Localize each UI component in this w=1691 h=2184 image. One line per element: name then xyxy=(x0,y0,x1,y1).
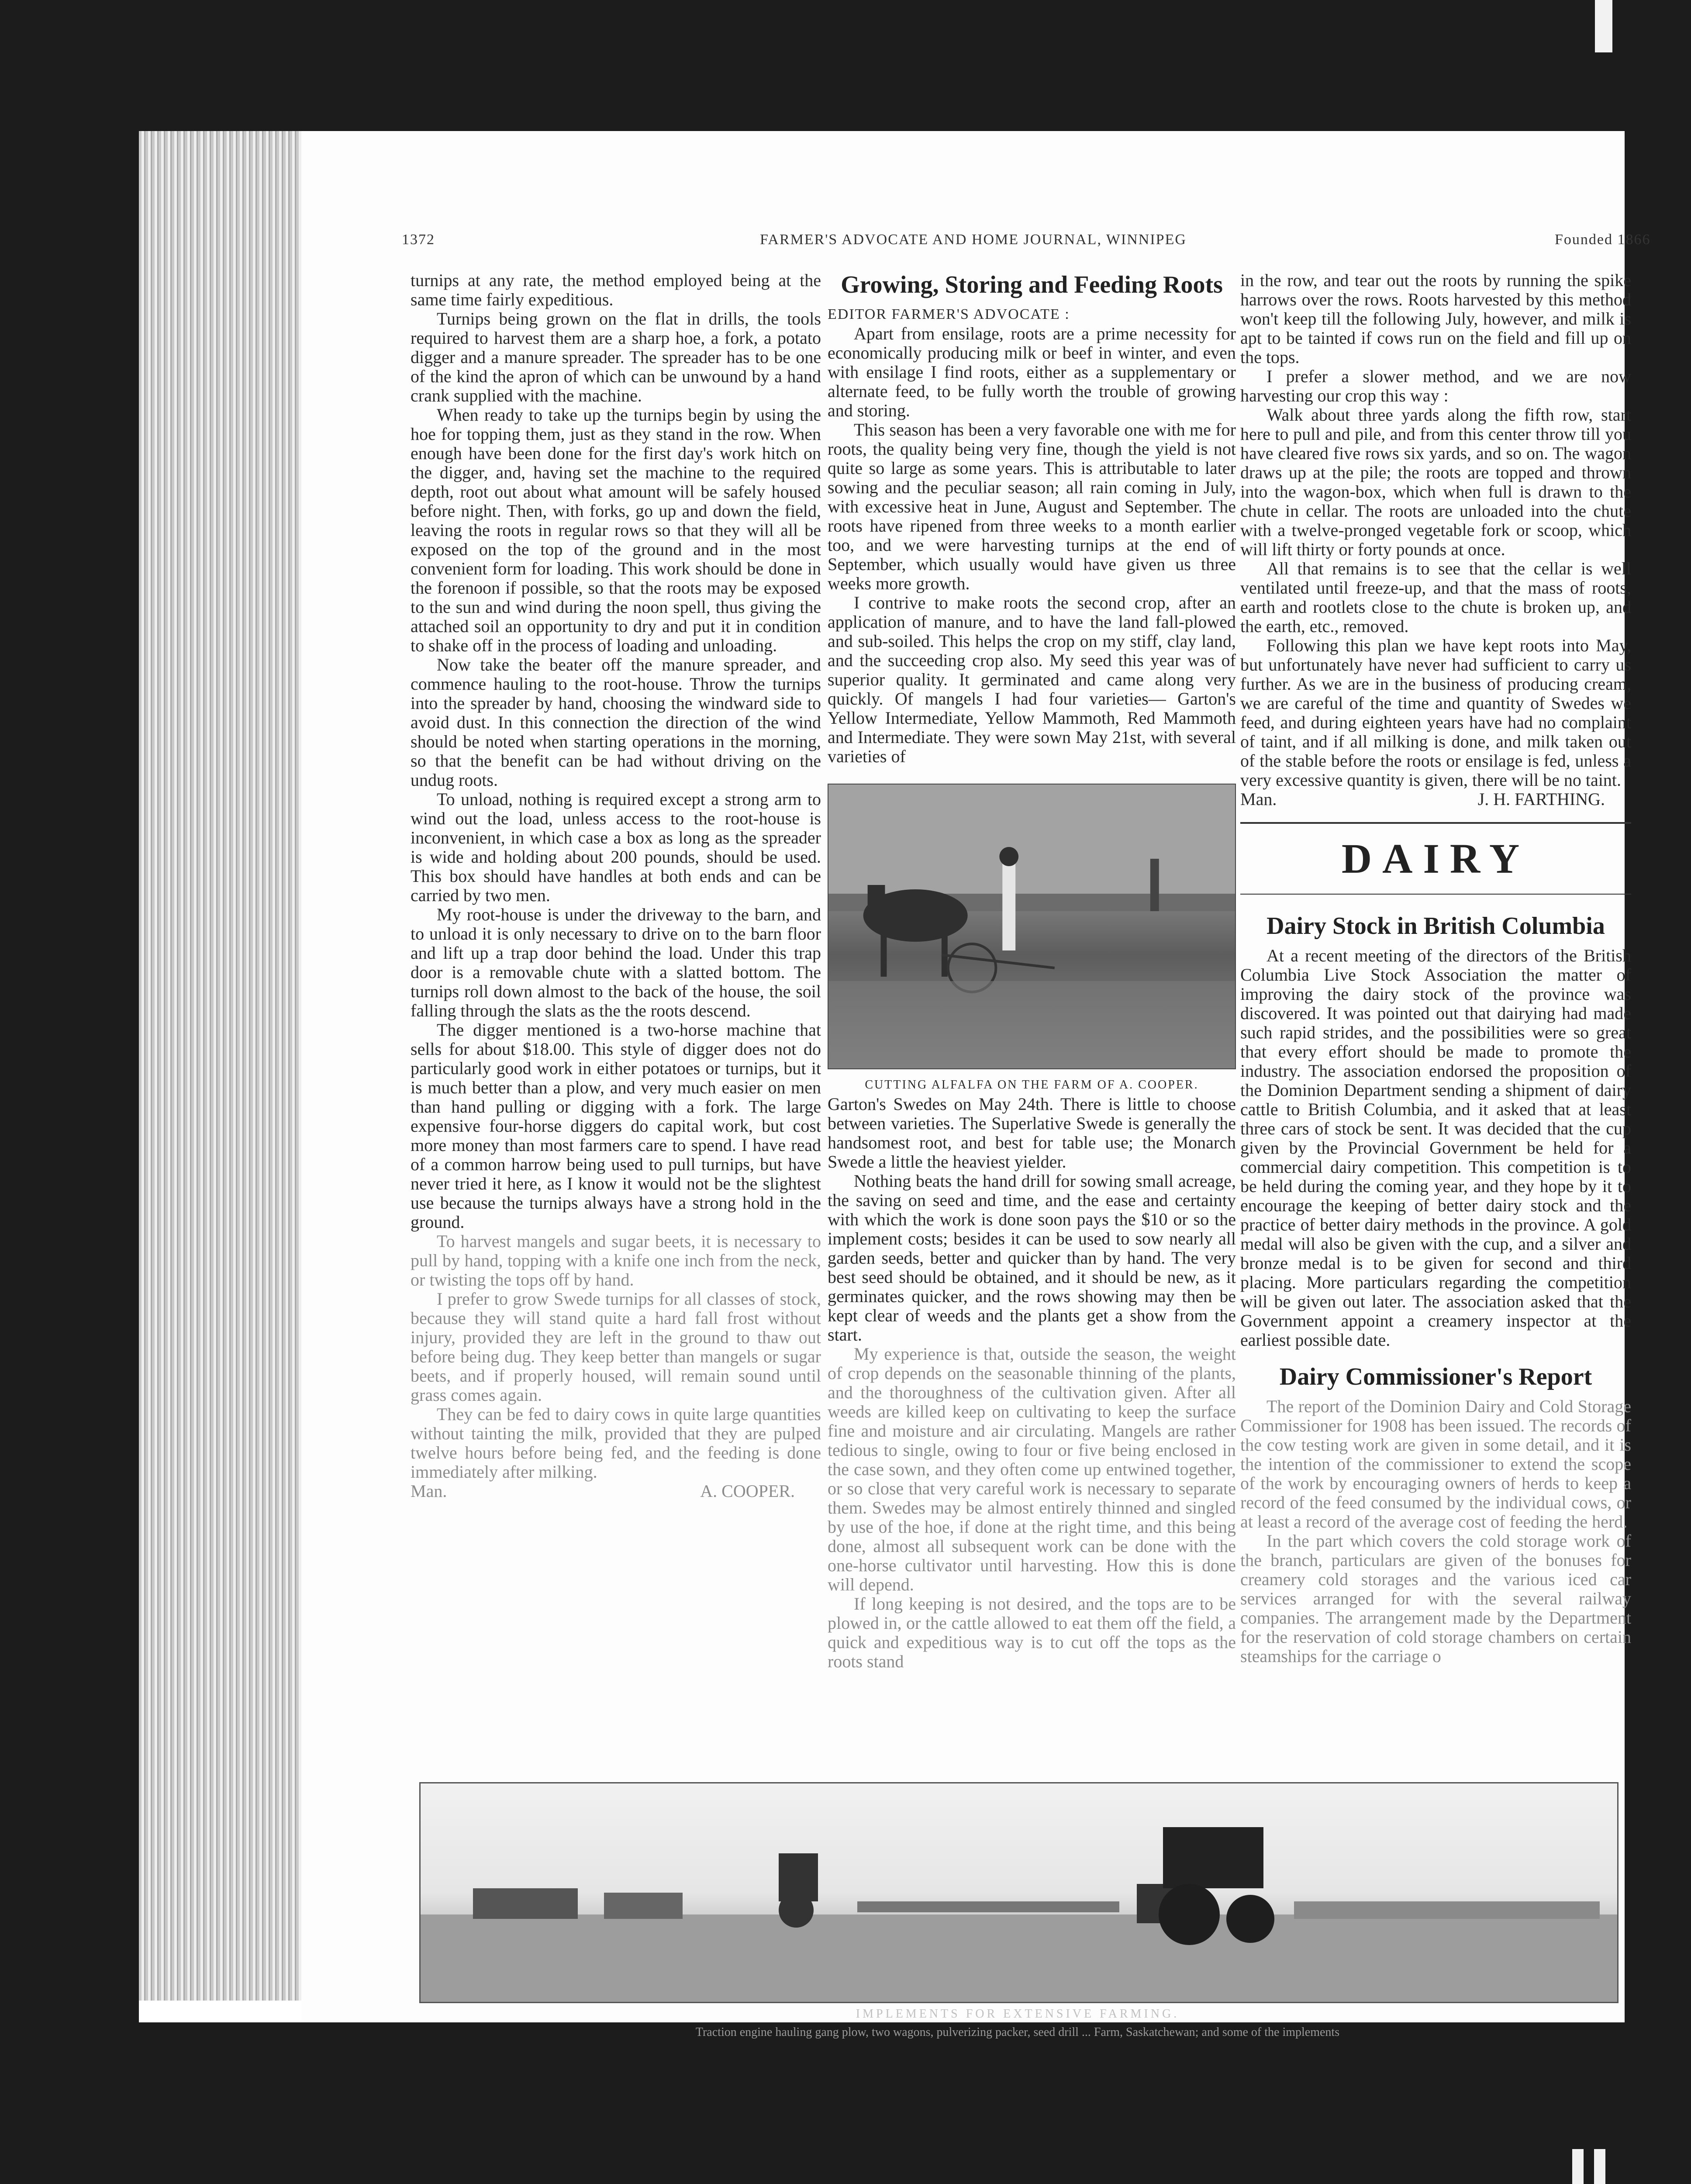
photo-caption: CUTTING ALFALFA ON THE FARM OF A. COOPER. xyxy=(865,1078,1199,1092)
paragraph: turnips at any rate, the method employed being at the same time fairly expeditious. xyxy=(411,270,821,309)
journal-title: FARMER'S ADVOCATE AND HOME JOURNAL, WINNIPEG xyxy=(760,232,1187,248)
signature-place: Man. xyxy=(1240,789,1277,809)
signature-name: A. COOPER. xyxy=(700,1481,795,1501)
signature-name: J. H. FARTHING. xyxy=(1477,789,1605,809)
scan-border-left xyxy=(0,131,139,2184)
paragraph: They can be fed to dairy cows in quite large quantities without tainting the milk, provided that they are pulped twelve hours before being fed, and the feeding is done immediately after milking. xyxy=(411,1404,821,1482)
column-1 xyxy=(411,271,821,1501)
paragraph: At a recent meeting of the directors of the British Columbia Live Stock Association the matter of improving the dairy stock of the province was discovered. It was pointed out that dairying had made such rapid strides, and the possibilities were so great that every effort should be made to promote the industry. The association endorsed the proposition of the Dominion Department sending a shipment of dairy cattle to British Columbia, and it asked that at least three cars of stock be sent. It was decided that the cup given by the Provincial Government be held for a commercial dairy competition. This competition is to be held during the coming year, and they hope by it to encourage the keeping of better dairy stock and the practice of better dairy methods in the province. A gold medal will also be given with the cup, and a silver and bronze medal is to be given for second and third placing. More particulars regarding the competition will be given out later. The association asked that the Government appoint a creamery inspector at the earliest possible date. xyxy=(1240,946,1631,1350)
photo-extensive-farming xyxy=(419,1782,1619,2003)
scan-border-top xyxy=(0,0,1691,131)
paragraph: This season has been a very favorable one with me for roots, the quality being very fine, though the yield is not quite so large as some years. This is attributable to later sowing and the peculiar season; all rain coming in July, with excessive heat in June, August and September. The roots have ripened from three weeks to a month earlier too, and we were harvesting turnips at the end of September, which usually would have given us three weeks more growth. xyxy=(828,420,1236,593)
paragraph: I prefer a slower method, and we are now harvesting our crop this way : xyxy=(1240,366,1631,405)
bottom-caption-title: IMPLEMENTS FOR EXTENSIVE FARMING. xyxy=(856,2007,1180,2021)
binder-mark-top xyxy=(1595,0,1612,52)
paragraph: Garton's Swedes on May 24th. There is little to choose between varieties. The Superlative Swede is generally the handsomest root, and best for table use; the Monarch Swede a little the heaviest yielder. xyxy=(828,1094,1236,1171)
section-rule-top xyxy=(1240,822,1631,824)
paragraph: My experience is that, outside the season, the weight of crop depends on the seasonable thinning of the plants, and the thoroughness of the cultivation given. After all weeds are killed keep on cultivating to keep the surface fine and moisture and air circulating. Mangels are rather tedious to single, owing to four or five being enclosed in the case sown, and they often come up entwined together, or so close that very careful work is necessary to separate them. Swedes may be almost entirely thinned and singled by use of the hoe, if done at the right time, and this being done, almost all subsequent work can be done with the one-horse cultivator until harvesting. How this is done will depend. xyxy=(828,1344,1236,1594)
signature xyxy=(411,1482,821,1501)
horse-and-mower-illustration xyxy=(828,784,1235,1068)
bottom-caption-text: Traction engine hauling gang plow, two wagons, pulverizing packer, seed drill ... Farm, Saskatchewan; and some of the implements xyxy=(695,2025,1340,2039)
paragraph: To harvest mangels and sugar beets, it is necessary to pull by hand, topping with a knife one inch from the neck, or twisting the tops off by hand. xyxy=(411,1231,821,1289)
binder-mark-bottom-2 xyxy=(1594,2149,1605,2184)
article-title: Dairy Commissioner's Report xyxy=(1279,1363,1592,1390)
paragraph: All that remains is to see that the cellar is well ventilated until freeze-up, and that the mass of roots, earth and rootlets close to the chute is broken up, and the earth, etc., removed. xyxy=(1240,559,1631,636)
column-3 xyxy=(1240,271,1631,1666)
bottom-caption xyxy=(419,2007,1616,2040)
paragraph: In the part which covers the cold storage work of the branch, particulars are given of the bonuses for creamery cold storages and the various iced car services arranged for with the several railway companies. The arrangement made by the Department for the reservation of cold storage chambers on certain steamships for the carriage o xyxy=(1240,1531,1631,1666)
section-heading: DAIRY xyxy=(1341,835,1530,882)
paragraph: Apart from ensilage, roots are a prime necessity for economically producing milk or beef in winter, and even with ensilage I find roots, either as a supplementary or alternate feed, to be fully worth the trouble of growing and storing. xyxy=(828,324,1236,420)
column-2 xyxy=(828,271,1236,1671)
paragraph: I prefer to grow Swede turnips for all classes of stock, because they will stand quite a hard fall frost without injury, provided they are left in the ground to thaw out before being dug. They keep better than mangels or sugar beets, and if properly housed, will remain sound until grass comes again. xyxy=(411,1289,821,1405)
section-rule-bottom xyxy=(1240,894,1631,895)
traction-engine-illustration xyxy=(421,1783,1617,2002)
salutation: EDITOR FARMER'S ADVOCATE : xyxy=(828,306,1070,322)
photo-alfalfa-cutting xyxy=(828,784,1236,1069)
paragraph: Nothing beats the hand drill for sowing small acreage, the saving on seed and time, and the ease and certainty with which the work is done soon pays the $10 or so the implement costs; besides it can be used to sow nearly all garden seeds, better and quicker than by hand. The very best seed should be obtained, and it should be new, as it germinates quicker, and the rows showing may then be kept clear of weeds and the plants get a show from the start. xyxy=(828,1171,1236,1344)
binder-mark-bottom xyxy=(1572,2149,1584,2184)
signature xyxy=(1240,790,1631,809)
paragraph: in the row, and tear out the roots by running the spike harrows over the rows. Roots harvested by this method won't keep till the following July, however, and milk is apt to be tainted if cows run on the field and fill up on the tops. xyxy=(1240,270,1631,367)
signature-place: Man. xyxy=(411,1481,447,1501)
founded-note: Founded 1866 xyxy=(1555,232,1651,248)
paragraph: If long keeping is not desired, and the tops are to be plowed in, or the cattle allowed to eat them off the field, a quick and expeditious way is to cut off the tops as the roots stand xyxy=(828,1594,1236,1671)
scan-border-bottom xyxy=(139,2022,1691,2184)
paragraph: My root-house is under the driveway to the barn, and to unload it is only necessary to drive on to the barn floor and lift up a trap door behind the load. Under this trap door is a removable chute with a slatted bottom. The turnips roll down almost to the back of the house, the soil falling through the slats as the the roots descend. xyxy=(411,905,821,1020)
page-number: 1372 xyxy=(402,232,435,248)
paragraph: Now take the beater off the manure spreader, and commence hauling to the root-house. Throw the turnips into the spreader by hand, choosing the windward side to avoid dust. In this connection the direction of the wind should be noted when starting operations in the morning, so that the benefit can be had without driving on the undug roots. xyxy=(411,655,821,790)
paragraph: The digger mentioned is a two-horse machine that sells for about $18.00. This style of digger does not do particularly good work in either potatoes or turnips, but it is much better than a plow, and very much easier on men than hand pulling or digging with a fork. The large expensive four-horse diggers do capital work, but cost more money than most farmers care to spend. I have read of a common harrow being used to pull turnips, but have never tried it here, as I know it would not be the slightest use because the turnips always have a strong hold in the ground. xyxy=(411,1020,821,1232)
paragraph: The report of the Dominion Dairy and Cold Storage Commissioner for 1908 has been issued. The records of the cow testing work are given in some detail, and it is the intention of the commissioner to extend the scope of the work by encouraging owners of herds to keep a record of the feed consumed by the individual cows, or at least a record of the average cost of feeding the herd. xyxy=(1240,1396,1631,1531)
paragraph: To unload, nothing is required except a strong arm to wind out the load, unless access to the root-house is inconvenient, in which case a box as long as the spreader is wide and holding about 200 pounds, should be used. This box should have handles at both ends and can be carried by two men. xyxy=(411,789,821,905)
paragraph: I contrive to make roots the second crop, after an application of manure, and to have the land fall-plowed and sub-soiled. This helps the crop on my stiff, clay land, and the succeeding crop also. My seed this year was of superior quality. It germinated and came along very quickly. Of mangels I had four varieties— Garton's Yellow Intermediate, Yellow Mammoth, Red Mammoth and Intermediate. They were sown May 21st, with several varieties of xyxy=(828,593,1236,766)
paragraph: When ready to take up the turnips begin by using the hoe for topping them, just as they stand in the row. When enough have been done for the first day's work hitch on the digger, and, having set the machine to the required depth, root out about what amount will be safely housed before night. Then, with forks, go up and down the field, leaving the roots in regular rows so that they will all be exposed on the top of the ground and in the most convenient form for loading. This work should be done in the forenoon if possible, so that the roots may be exposed to the sun and wind during the noon spell, thus giving the attached soil an opportunity to dry and put it in condition to shake off in the process of loading and unloading. xyxy=(411,405,821,655)
book-page-edges xyxy=(139,131,301,2001)
scan-border-right xyxy=(1625,131,1691,2022)
paragraph: Following this plan we have kept roots into May, but unfortunately have never had sufficient to carry us further. As we are in the business of producing cream, we are careful of the time and quantity of Swedes we feed, and during eighteen years have had no complaint of taint, and if all milking is done, and milk taken out of the stable before the roots or ensilage is fed, unless a very excessive quantity is given, there will be no taint. xyxy=(1240,636,1631,790)
article-title: Dairy Stock in British Columbia xyxy=(1267,912,1605,940)
paragraph: Turnips being grown on the flat in drills, the tools required to harvest them are a sharp hoe, a fork, a potato digger and a manure spreader. The spreader has to be one of the kind the apron of which can be unwound by a hand crank supplied with the machine. xyxy=(411,309,821,405)
article-title: Growing, Storing and Feeding Roots xyxy=(841,271,1223,298)
paragraph: Walk about three yards along the fifth row, start here to pull and pile, and from this center throw till you have cleared five rows six yards, and so on. The wagon draws up at the pile; the roots are topped and thrown into the wagon-box, which when full is drawn to the chute in cellar. The roots are unloaded into the chute with a twelve-pronged vegetable fork or scoop, which will lift thirty or forty pounds at once. xyxy=(1240,405,1631,559)
